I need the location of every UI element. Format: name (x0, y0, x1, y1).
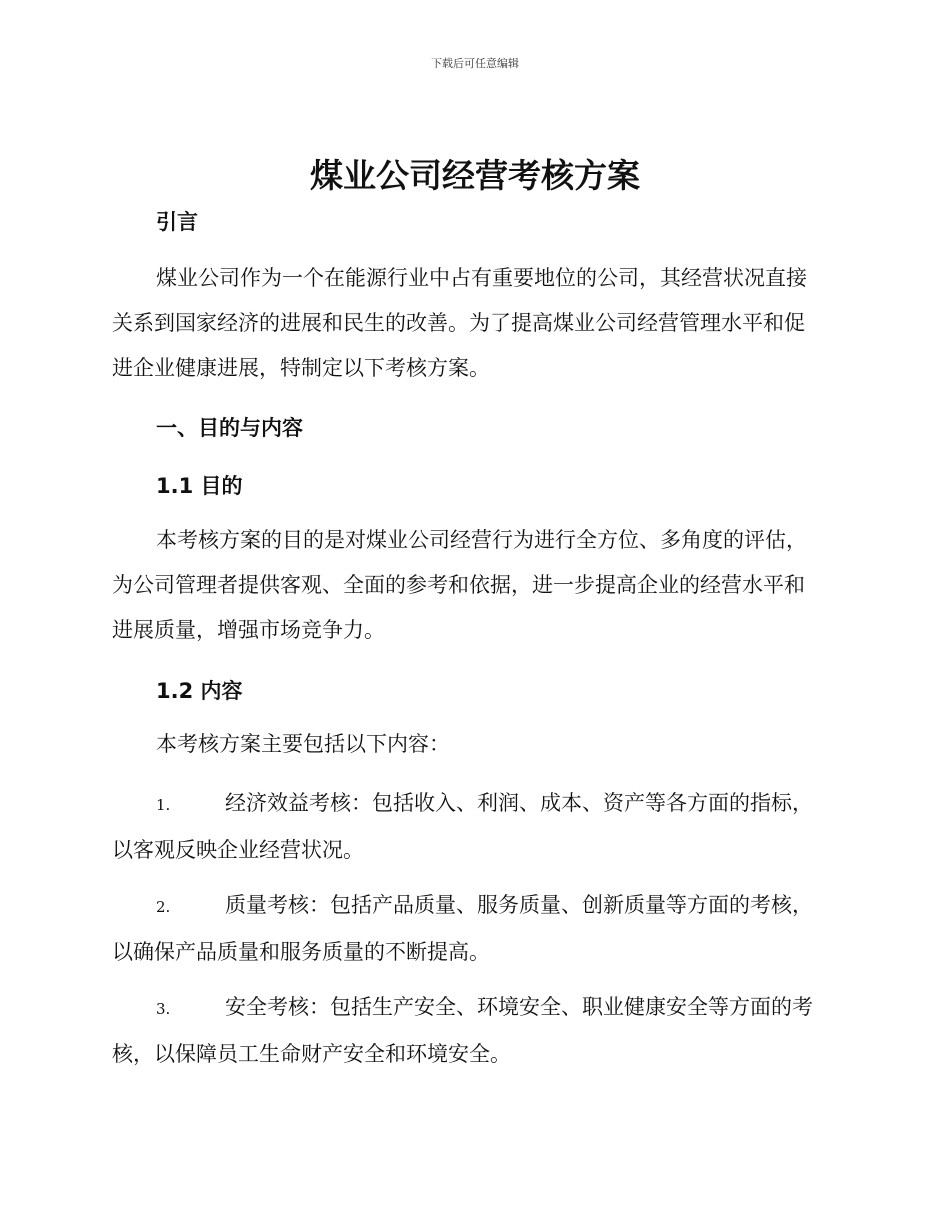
list-item-3-first-line (112, 985, 834, 1032)
document-title: 煤业公司经营考核方案 (310, 156, 640, 195)
list-item-2 (112, 883, 834, 975)
list-item-3-continuation: 核，以保障员工生命财产安全和环境安全。 (112, 1042, 511, 1066)
purpose-line-3: 进展质量，增强市场竞争力。 (112, 618, 385, 642)
list-item-2-number: 2. (156, 898, 171, 916)
intro-line-3: 进企业健康进展，特制定以下考核方案。 (112, 356, 490, 380)
list-item-3 (112, 985, 834, 1077)
section1-2-heading: 1.2 内容 (156, 679, 243, 703)
content-intro-line: 本考核方案主要包括以下内容： (156, 732, 450, 756)
purpose-line-1: 本考核方案的目的是对煤业公司经营行为进行全方位、多角度的评估， (156, 528, 807, 552)
intro-line-1: 煤业公司作为一个在能源行业中占有重要地位的公司，其经营状况直接 (156, 266, 807, 290)
list-item-2-text: 质量考核：包括产品质量、服务质量、创新质量等方面的考核， (225, 893, 813, 917)
section1-1-heading: 1.1 目的 (156, 474, 243, 498)
list-item-1-continuation: 以客观反映企业经营状况。 (112, 838, 364, 862)
section1-heading: 一、目的与内容 (156, 416, 303, 440)
header-note: 下载后可任意编辑 (431, 57, 519, 70)
list-item-3-text: 安全考核：包括生产安全、环境安全、职业健康安全等方面的考 (225, 995, 813, 1019)
list-item-2-first-line (112, 883, 834, 930)
purpose-line-2: 为公司管理者提供客观、全面的参考和依据，进一步提高企业的经营水平和 (112, 573, 805, 597)
intro-paragraph (112, 256, 834, 391)
content-intro (112, 722, 834, 767)
list-item-2-continuation: 以确保产品质量和服务质量的不断提高。 (112, 940, 490, 964)
intro-line-2: 关系到国家经济的进展和民生的改善。为了提高煤业公司经营管理水平和促 (112, 311, 805, 335)
list-item-3-number: 3. (156, 1000, 171, 1018)
purpose-paragraph (112, 518, 834, 653)
list-item-1-number: 1. (156, 796, 171, 814)
list-item-1-first-line (112, 781, 834, 828)
intro-heading: 引言 (156, 210, 198, 234)
list-item-1-text: 经济效益考核：包括收入、利润、成本、资产等各方面的指标， (225, 791, 813, 815)
list-item-1 (112, 781, 834, 873)
